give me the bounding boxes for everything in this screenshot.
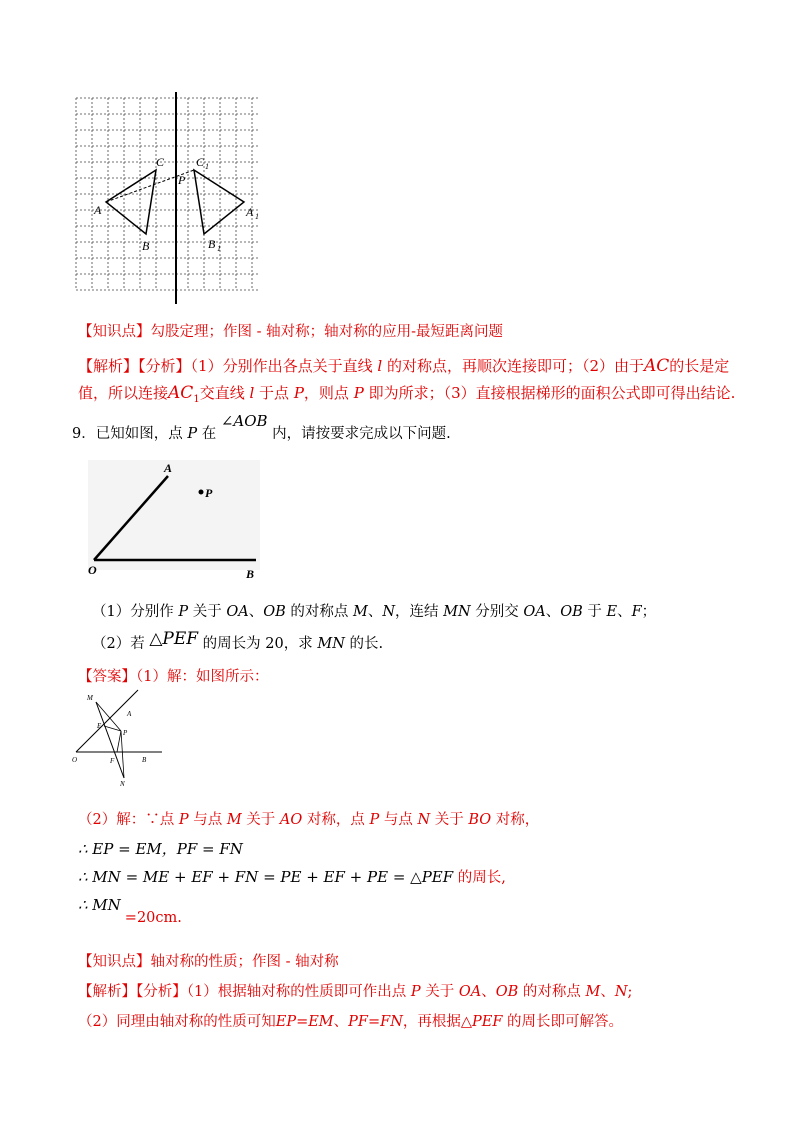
label-p: P: [123, 729, 128, 737]
label-c1-sub: 1: [205, 162, 209, 171]
tag-knowledge: 【知识点】: [78, 324, 151, 340]
formula-2: ∴ MN = ME + EF + FN = PE + EF + PE = △PEF 的周长,: [78, 868, 506, 886]
tag-analysis: 【解析】: [78, 357, 139, 375]
answer-header: 【答案】（1）解：如图所示：: [78, 669, 269, 685]
label-b: B: [142, 239, 150, 253]
ray-oa: [76, 690, 138, 752]
tag-fenxi: 【分析】: [138, 357, 191, 375]
label-e: E: [97, 722, 102, 730]
triangle-a1b1c1: [194, 170, 244, 234]
segment-mn: [96, 702, 124, 778]
label-a: A: [127, 710, 132, 718]
figure-grid-reflection: [70, 92, 265, 304]
label-p: P: [205, 486, 213, 500]
tag-answer: 【答案】: [78, 669, 136, 685]
angle-aob: ∠AOB: [220, 412, 268, 430]
analysis-1-line-1: 【解析】【分析】（1）分别作出各点关于直线 l 的对称点，再顺次连接即可；（2）由于AC的长是定: [78, 356, 730, 376]
knowledge-text: 勾股定理；作图 - 轴对称；轴对称的应用-最短距离问题: [150, 324, 504, 340]
formula-1: ∴ EP = EM，PF = FN: [78, 840, 243, 858]
label-m: M: [87, 694, 93, 702]
triangle-abc: [106, 170, 156, 234]
label-o: O: [72, 756, 78, 764]
label-c1: C: [196, 155, 205, 169]
question-9: 9．已知如图，点 P 在 ∠AOB 内，请按要求完成以下问题.: [72, 412, 451, 442]
figure-angle-aob: [88, 460, 260, 585]
label-o: O: [88, 563, 97, 577]
label-c: C: [156, 155, 165, 169]
label-f: F: [110, 757, 115, 765]
label-b1: B: [208, 237, 216, 251]
analysis-2-line-1: 【解析】【分析】（1）根据轴对称的性质即可作出点 P 关于 OA、OB 的对称点 M、N;: [78, 984, 633, 1000]
label-a1-sub: 1: [255, 212, 259, 221]
segment-pf: [117, 731, 121, 752]
analysis-1-line-2: 值，所以连接$AC_1$交直线 l 于点 P，则点 P 即为所求；（3）直接根据梯形的面积公式即可得出结论.: [78, 383, 736, 405]
label-a1: A: [246, 205, 254, 219]
label-p: P: [178, 173, 186, 187]
question-9-part-2: （2）若 △PEF 的周长为 20，求 MN 的长.: [92, 629, 384, 652]
question-9-part-1: （1）分别作 P 关于 OA、OB 的对称点 M、N，连结 MN 分别交 OA、OB 于 E、F；: [92, 604, 657, 620]
answer-part-2: （2）解：∵点 P 与点 M 关于 AO 对称，点 P 与点 N 关于 BO 对称，: [78, 812, 540, 828]
label-a: A: [94, 203, 102, 217]
knowledge-point-2: 【知识点】轴对称的性质；作图 - 轴对称: [78, 954, 339, 970]
label-b: B: [142, 756, 147, 764]
label-b1-sub: 1: [217, 244, 221, 253]
formula-3: ∴ MN=20cm.: [78, 896, 182, 926]
label-n: N: [120, 780, 125, 788]
knowledge-point-1: [78, 320, 503, 341]
figure-answer-construction: [72, 688, 164, 788]
triangle-pef: △PEF: [149, 629, 199, 649]
label-a: A: [164, 461, 173, 475]
point-p: [199, 490, 204, 495]
figure-background: [88, 460, 260, 570]
label-b: B: [246, 567, 255, 581]
analysis-2-line-2: （2）同理由轴对称的性质可知EP=EM、PF=FN，再根据△PEF 的周长即可解答。: [78, 1014, 624, 1030]
